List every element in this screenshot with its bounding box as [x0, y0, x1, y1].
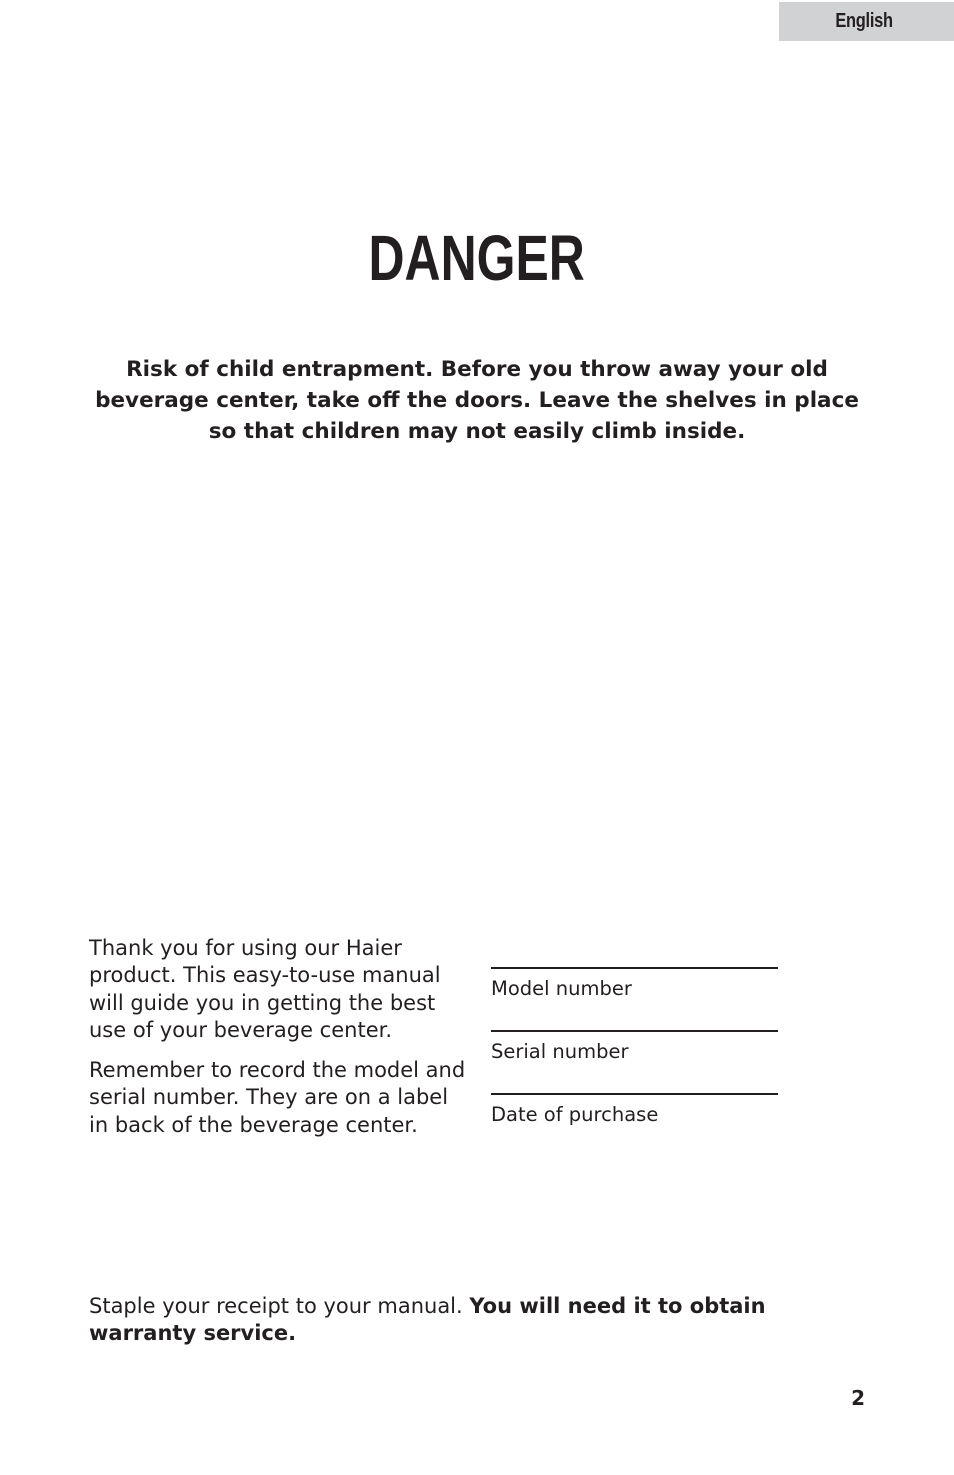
intro-section: [89, 935, 469, 1152]
intro-paragraph-1: Thank you for using our Haier product. This easy-to-use manual will guide you in getting the best use of your beverage center.: [89, 936, 441, 1042]
date-of-purchase-field: [491, 1093, 778, 1156]
serial-number-field: [491, 1030, 778, 1093]
date-of-purchase-label: Date of purchase: [491, 1103, 659, 1126]
model-number-label: Model number: [491, 977, 632, 1000]
page-number: 2: [851, 1386, 865, 1410]
serial-number-label: Serial number: [491, 1040, 629, 1063]
record-fields: [491, 967, 778, 1156]
danger-title: [0, 222, 954, 294]
danger-message: Risk of child entrapment. Before you throw away your old beverage center, take off the doors. Leave the shelves in place so that children may not easily climb inside.: [95, 357, 859, 444]
intro-paragraph-2: Remember to record the model and serial number. They are on a label in back of the beverage center.: [89, 1058, 466, 1137]
language-label: English: [835, 10, 894, 32]
receipt-text: Staple your receipt to your manual.: [89, 1294, 463, 1318]
model-number-field: [491, 967, 778, 1030]
receipt-emphasis: You will need it to obtain warranty service.: [89, 1294, 766, 1346]
language-tab: [779, 2, 954, 41]
receipt-note: [89, 1293, 809, 1348]
danger-title-text: DANGER: [368, 222, 586, 294]
